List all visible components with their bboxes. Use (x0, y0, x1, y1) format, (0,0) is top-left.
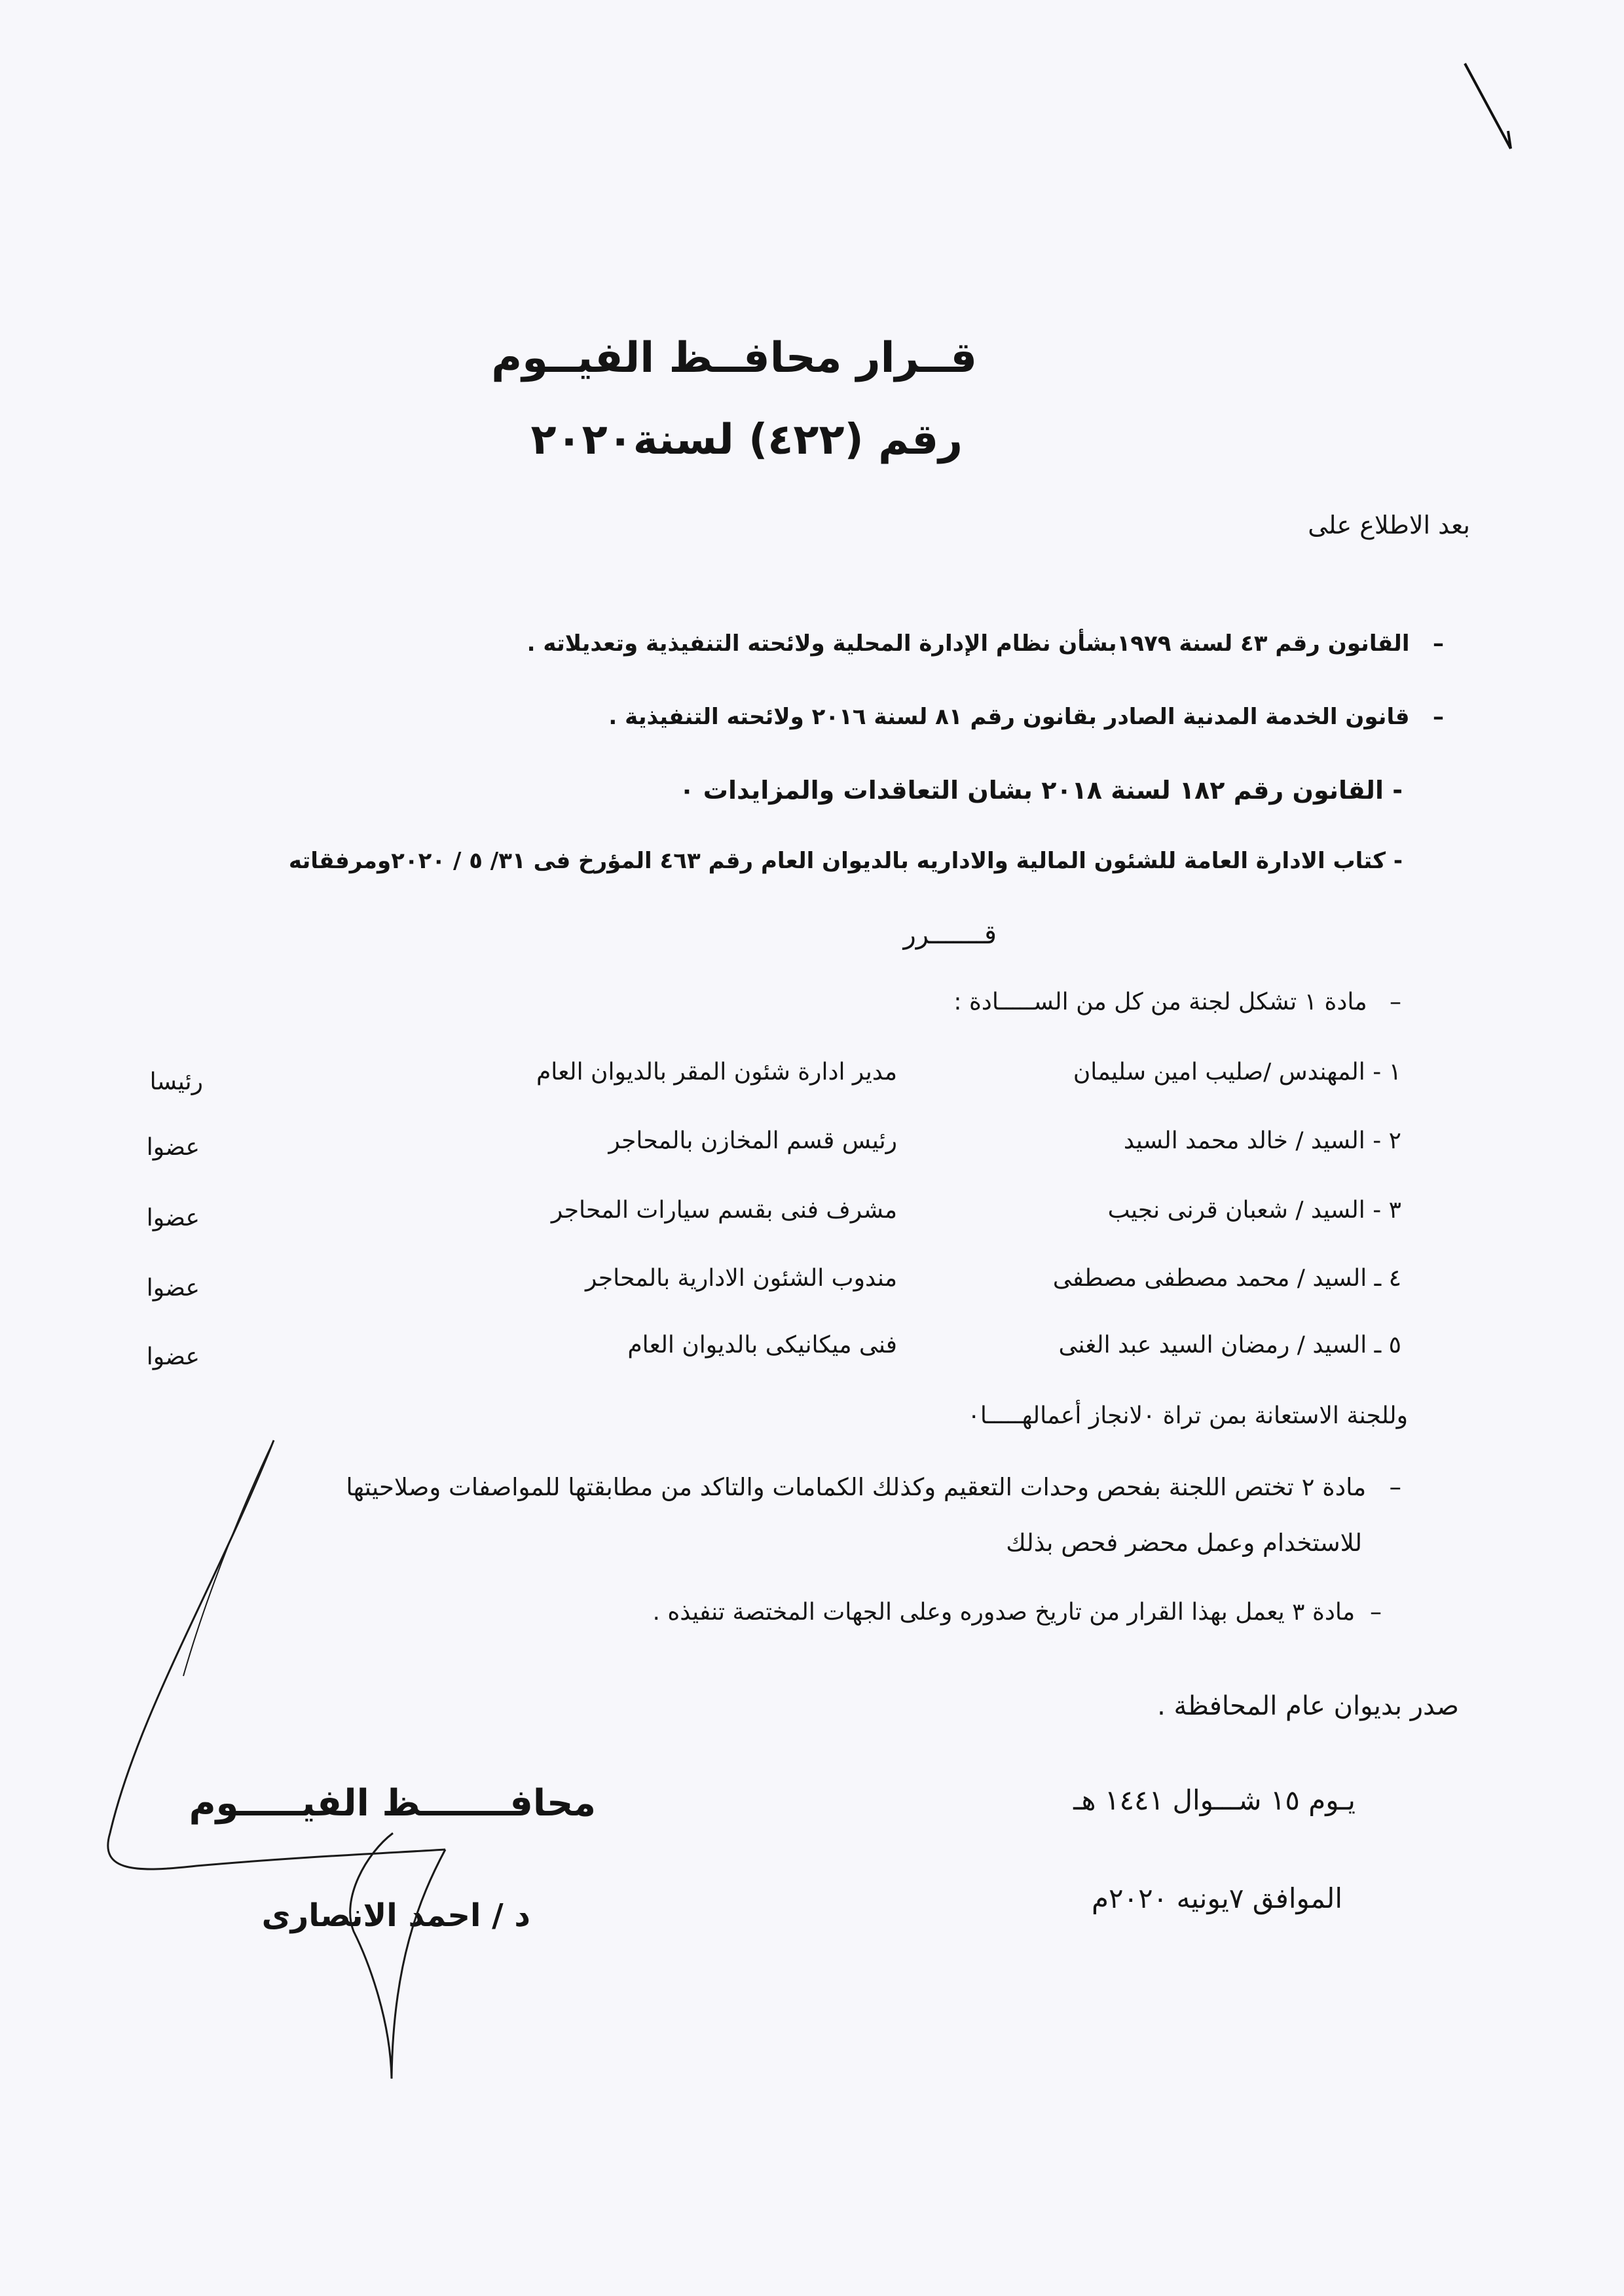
member-name: ١ - المهندس /صليب امين سليمان (1073, 1059, 1401, 1085)
law-item: – قانون الخدمة المدنية الصادر بقانون رقم ٨١ لسنة ٢٠١٦ ولائحته التنفيذية . (608, 704, 1444, 730)
dash-marker: – (1409, 704, 1444, 730)
article-2: – مادة ٢ تختص اللجنة بفحص وحدات التعقيم وكذلك الكمامات والتاكد من مطابقتها للمواصفات وصلاحيتها (346, 1473, 1401, 1501)
dash-marker: – (1366, 1473, 1401, 1501)
decided-heading: قـــــــرر (903, 920, 997, 950)
article-1: – مادة ١ تشكل لجنة من كل من الســـــادة : (953, 989, 1401, 1015)
member-role: عضوا (146, 1134, 200, 1161)
governor-title: محافـــــــظ الفيـــــوم (189, 1782, 596, 1825)
intro-text: بعد الاطلاع على (1308, 511, 1470, 539)
article-3: – مادة ٣ يعمل بهذا القرار من تاريخ صدوره وعلى الجهات المختصة تنفيذه . (652, 1599, 1382, 1626)
member-role: عضوا (146, 1205, 200, 1231)
member-role: عضوا (146, 1275, 200, 1302)
dash-marker: – (1367, 989, 1401, 1015)
member-job: فنى ميكانيكى بالديوان العام (627, 1332, 897, 1358)
gregorian-date: الموافق ٧يونيه ٢٠٢٠م (1091, 1882, 1342, 1914)
member-name: ٢ - السيد / خالد محمد السيد (1123, 1127, 1401, 1154)
law-item: – القانون رقم ٤٣ لسنة ١٩٧٩بشأن نظام الإدارة المحلية ولائحته التنفيذية وتعديلاته . (526, 630, 1444, 657)
issued-statement: صدر بديوان عام المحافظة . (1157, 1691, 1459, 1721)
committee-note: وللجنة الاستعانة بمن تراة ٠لانجاز أعمالهـــــا٠ (967, 1402, 1408, 1429)
decree-title: قــرار محافــظ الفيــوم (491, 334, 977, 382)
member-job: رئيس قسم المخازن بالمحاجر (608, 1127, 897, 1154)
member-name: ٤ ـ السيد / محمد مصطفى مصطفى (1052, 1265, 1401, 1292)
member-role: عضوا (146, 1343, 200, 1370)
bullet-marker: - (1383, 776, 1403, 805)
member-name: ٥ ـ السيد / رمضان السيد عبد الغنى (1058, 1332, 1401, 1358)
governor-name: د / احمد الانصارى (261, 1897, 530, 1934)
member-name: ٣ - السيد / شعبان قرنى نجيب (1107, 1197, 1401, 1224)
law-item: - القانون رقم ١٨٢ لسنة ٢٠١٨ بشان التعاقدات والمزايدات ٠ (679, 776, 1403, 805)
member-job: مندوب الشئون الادارية بالمحاجر (585, 1265, 897, 1292)
law-item: - كتاب الادارة العامة للشئون المالية والاداريه بالديوان العام رقم ٤٦٣ المؤرخ فى ٣١/ ٥ / ٢٠٢٠ومرفقاته (288, 848, 1403, 874)
dash-marker: – (1355, 1599, 1382, 1626)
member-job: مدير ادارة شئون المقر بالديوان العام (536, 1059, 897, 1085)
member-role: رئيسا (149, 1068, 203, 1095)
dash-marker: – (1409, 630, 1444, 657)
bullet-marker: - (1386, 848, 1403, 874)
article-2-continued: للاستخدام وعمل محضر فحص بذلك (1006, 1529, 1362, 1557)
decree-number: رقم (٤٢٢) لسنة٢٠٢٠ (530, 416, 963, 464)
member-job: مشرف فنى بقسم سيارات المحاجر (551, 1197, 897, 1224)
hijri-date: يـوم ١٥ شـــوال ١٤٤١ هـ (1073, 1784, 1356, 1816)
